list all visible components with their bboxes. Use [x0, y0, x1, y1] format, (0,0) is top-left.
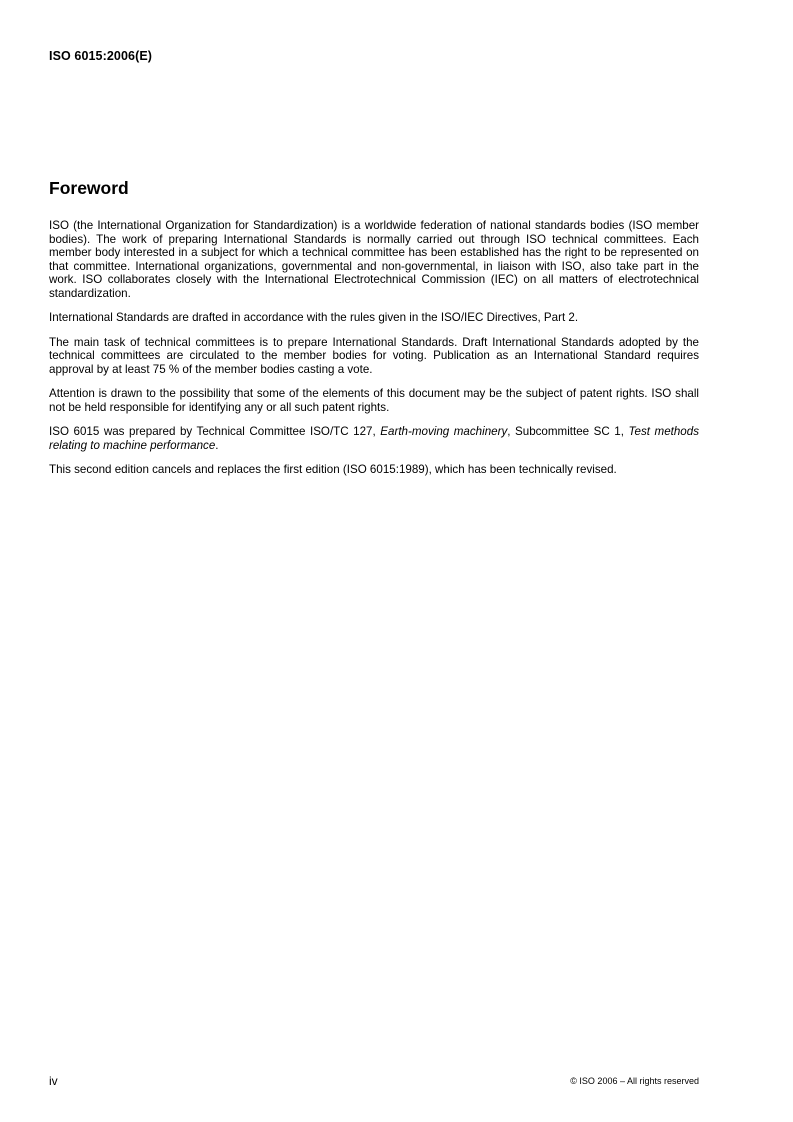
prepared-by-text-3: .	[215, 438, 219, 452]
document-id: ISO 6015:2006(E)	[49, 49, 153, 63]
paragraph-patent-rights: Attention is drawn to the possibility that some of the elements of this document may be the subject of patent rights. ISO shall not be held responsible for identifying any or all such patent rights.	[49, 387, 699, 414]
committee-name: Earth-moving machinery	[380, 425, 508, 438]
paragraph-prepared-by	[49, 425, 699, 452]
paragraph-edition-note: This second edition cancels and replaces the first edition (ISO 6015:1989), which has been technically revised.	[49, 463, 617, 476]
page-number: iv	[49, 1074, 58, 1088]
prepared-by-text-2: , Subcommittee SC 1,	[507, 425, 629, 438]
paragraph-drafting-rules: International Standards are drafted in accordance with the rules given in the ISO/IEC Directives, Part 2.	[49, 311, 579, 324]
prepared-by-text: ISO 6015 was prepared by Technical Committee ISO/TC 127,	[49, 425, 381, 438]
foreword-body	[49, 219, 699, 488]
page-title: Foreword	[49, 178, 129, 198]
paragraph-iso-federation: ISO (the International Organization for Standardization) is a worldwide federation of national standards bodies (ISO member bodies). The work of preparing International Standards is normally carried out through ISO technical committees. Each member body interested in a subject for which a technical committee has been established has the right to be represented on that committee. International organizations, governmental and non-governmental, in liaison with ISO, also take part in the work. ISO collaborates closely with the International Electrotechnical Commission (IEC) on all matters of electrotechnical standardization.	[49, 219, 699, 300]
paragraph-technical-committees: The main task of technical committees is to prepare International Standards. Draft International Standards adopted by the technical committees are circulated to the member bodies for voting. Publication as an International Standard requires approval by at least 75 % of the member bodies casting a vote.	[49, 335, 699, 376]
copyright-notice: © ISO 2006 – All rights reserved	[570, 1076, 699, 1086]
subcommittee-name: Test methods relating to machine performance	[49, 425, 700, 452]
